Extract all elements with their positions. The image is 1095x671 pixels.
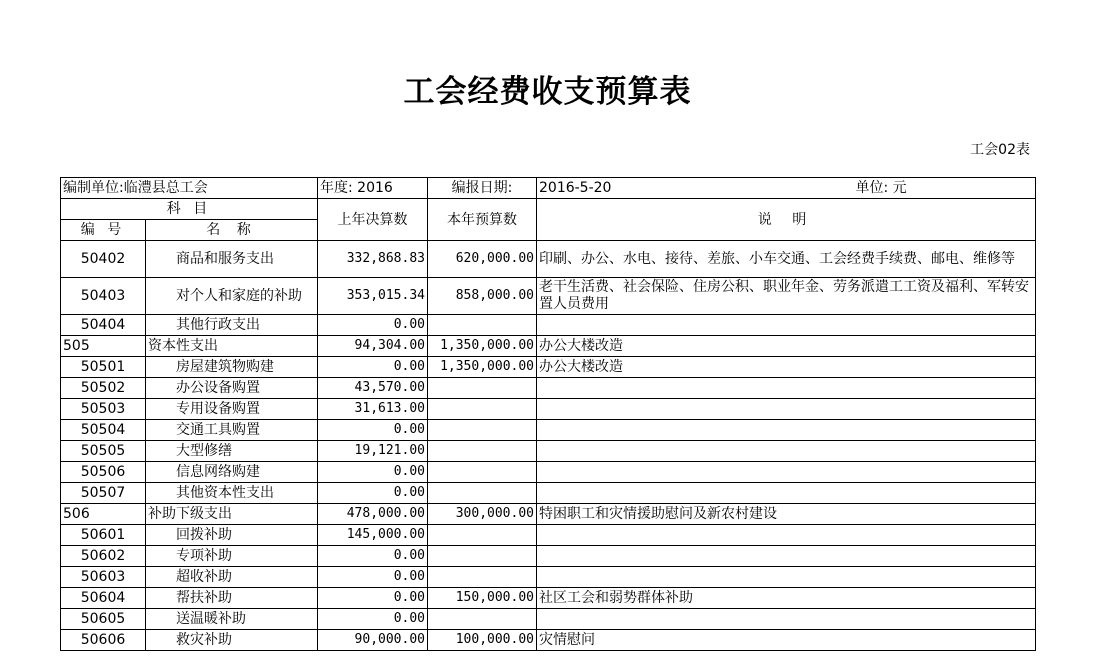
subject-code: 50404 — [61, 315, 146, 336]
unit-label: 编制单位: — [63, 180, 124, 196]
table-row — [61, 357, 1036, 378]
last-year-amount: 0.00 — [318, 609, 428, 630]
subject-name: 信息网络购建 — [146, 462, 318, 483]
subject-name: 其他行政支出 — [146, 315, 318, 336]
subject-name: 专用设备购置 — [146, 399, 318, 420]
this-year-amount — [428, 315, 537, 336]
table-row — [61, 483, 1036, 504]
this-year-amount: 858,000.00 — [428, 278, 537, 315]
note-text: 社区工会和弱势群体补助 — [537, 588, 1036, 609]
header-row-1 — [61, 199, 1036, 220]
subject-code: 50402 — [61, 241, 146, 278]
note-text — [537, 609, 1036, 630]
budget-table — [60, 177, 1036, 651]
note-text: 灾情慰问 — [537, 630, 1036, 651]
note-text — [537, 483, 1036, 504]
subject-name: 回拨补助 — [146, 525, 318, 546]
this-year-amount — [428, 441, 537, 462]
subject-code: 50505 — [61, 441, 146, 462]
note-text — [537, 378, 1036, 399]
code-header: 编 号 — [61, 220, 146, 241]
note-text — [537, 546, 1036, 567]
note-text — [537, 525, 1036, 546]
table-row — [61, 546, 1036, 567]
last-year-amount: 19,121.00 — [318, 441, 428, 462]
subject-code: 50501 — [61, 357, 146, 378]
subject-name: 交通工具购置 — [146, 420, 318, 441]
last-year-amount: 0.00 — [318, 483, 428, 504]
subject-code: 50507 — [61, 483, 146, 504]
last-year-header: 上年决算数 — [318, 199, 428, 241]
this-year-amount: 1,350,000.00 — [428, 357, 537, 378]
table-row — [61, 241, 1036, 278]
this-year-amount — [428, 609, 537, 630]
this-year-amount: 150,000.00 — [428, 588, 537, 609]
subject-code: 50606 — [61, 630, 146, 651]
table-row — [61, 378, 1036, 399]
form-number: 工会02表 — [970, 142, 1030, 158]
this-year-amount — [428, 378, 537, 399]
table-row — [61, 420, 1036, 441]
subject-name: 专项补助 — [146, 546, 318, 567]
this-year-header: 本年预算数 — [428, 199, 537, 241]
year-cell: 年度: 2016 — [318, 178, 428, 199]
subject-code: 50506 — [61, 462, 146, 483]
table-row — [61, 462, 1036, 483]
note-text — [537, 315, 1036, 336]
last-year-amount: 43,570.00 — [318, 378, 428, 399]
note-text — [537, 399, 1036, 420]
note-text: 印刷、办公、水电、接待、差旅、小车交通、工会经费手续费、邮电、维修等 — [537, 241, 1036, 278]
table-row — [61, 315, 1036, 336]
note-text: 特困职工和灾情援助慰问及新农村建设 — [537, 504, 1036, 525]
subject-code: 50605 — [61, 609, 146, 630]
subject-name: 其他资本性支出 — [146, 483, 318, 504]
last-year-amount: 31,613.00 — [318, 399, 428, 420]
subject-name: 大型修缮 — [146, 441, 318, 462]
subject-name: 补助下级支出 — [146, 504, 318, 525]
last-year-amount: 0.00 — [318, 567, 428, 588]
table-row — [61, 504, 1036, 525]
last-year-amount: 0.00 — [318, 546, 428, 567]
table-row — [61, 278, 1036, 315]
last-year-amount: 353,015.34 — [318, 278, 428, 315]
last-year-amount: 145,000.00 — [318, 525, 428, 546]
table-row — [61, 588, 1036, 609]
subject-name: 房屋建筑物购建 — [146, 357, 318, 378]
last-year-amount: 332,868.83 — [318, 241, 428, 278]
last-year-amount: 94,304.00 — [318, 336, 428, 357]
subject-header: 科 目 — [61, 199, 318, 220]
this-year-amount — [428, 483, 537, 504]
note-text — [537, 462, 1036, 483]
meta-row — [61, 178, 1036, 199]
subject-name: 送温暖补助 — [146, 609, 318, 630]
currency-unit: 单位: 元 — [855, 180, 907, 196]
this-year-amount — [428, 546, 537, 567]
this-year-amount — [428, 567, 537, 588]
subject-code: 50403 — [61, 278, 146, 315]
unit-value: 临澧县总工会 — [123, 180, 208, 196]
note-text — [537, 567, 1036, 588]
subject-name: 办公设备购置 — [146, 378, 318, 399]
note-text: 办公大楼改造 — [537, 357, 1036, 378]
subject-code: 50602 — [61, 546, 146, 567]
last-year-amount: 0.00 — [318, 588, 428, 609]
table-row — [61, 525, 1036, 546]
this-year-amount — [428, 420, 537, 441]
subject-name: 救灾补助 — [146, 630, 318, 651]
note-text: 办公大楼改造 — [537, 336, 1036, 357]
subject-code: 50604 — [61, 588, 146, 609]
table-row — [61, 399, 1036, 420]
this-year-amount — [428, 399, 537, 420]
this-year-amount: 300,000.00 — [428, 504, 537, 525]
subject-name: 对个人和家庭的补助 — [146, 278, 318, 315]
name-header: 名 称 — [146, 220, 318, 241]
this-year-amount: 620,000.00 — [428, 241, 537, 278]
this-year-amount: 100,000.00 — [428, 630, 537, 651]
report-date-value: 2016-5-20 — [539, 180, 612, 196]
subject-name: 商品和服务支出 — [146, 241, 318, 278]
page-title: 工会经费收支预算表 — [403, 74, 692, 110]
report-date-label: 编报日期: — [428, 178, 537, 199]
last-year-amount: 478,000.00 — [318, 504, 428, 525]
subject-code: 506 — [61, 504, 146, 525]
subject-code: 505 — [61, 336, 146, 357]
subject-name: 帮扶补助 — [146, 588, 318, 609]
table-row — [61, 567, 1036, 588]
subject-code: 50503 — [61, 399, 146, 420]
last-year-amount: 0.00 — [318, 462, 428, 483]
note-text: 老干生活费、社会保险、住房公积、职业年金、劳务派遣工工资及福利、军转安置人员费用 — [537, 278, 1036, 315]
subject-code: 50601 — [61, 525, 146, 546]
last-year-amount: 0.00 — [318, 420, 428, 441]
table-row — [61, 609, 1036, 630]
last-year-amount: 0.00 — [318, 357, 428, 378]
note-text — [537, 441, 1036, 462]
subject-code: 50502 — [61, 378, 146, 399]
this-year-amount — [428, 462, 537, 483]
subject-code: 50603 — [61, 567, 146, 588]
this-year-amount: 1,350,000.00 — [428, 336, 537, 357]
table-row — [61, 630, 1036, 651]
table-row — [61, 441, 1036, 462]
note-text — [537, 420, 1036, 441]
last-year-amount: 0.00 — [318, 315, 428, 336]
subject-name: 资本性支出 — [146, 336, 318, 357]
subject-code: 50504 — [61, 420, 146, 441]
this-year-amount — [428, 525, 537, 546]
last-year-amount: 90,000.00 — [318, 630, 428, 651]
note-header: 说 明 — [537, 199, 1036, 241]
unit-cell — [61, 178, 318, 199]
table-row — [61, 336, 1036, 357]
subject-name: 超收补助 — [146, 567, 318, 588]
date-currency-cell — [537, 178, 1036, 199]
